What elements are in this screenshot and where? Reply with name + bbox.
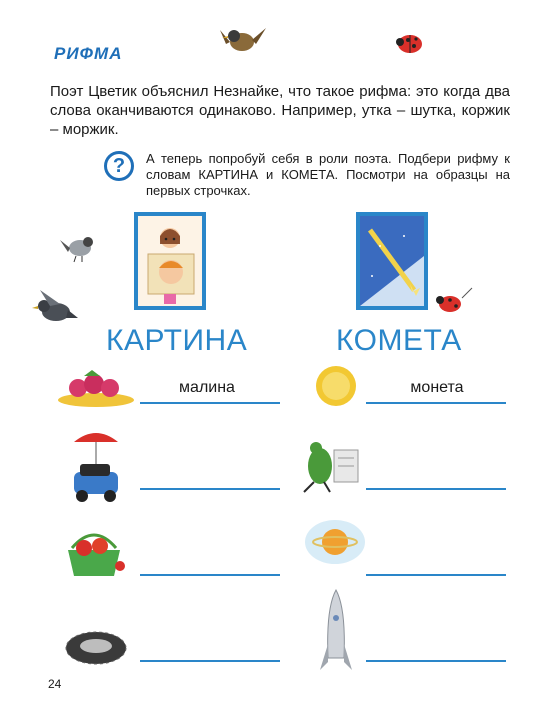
ladybug-with-umbrella-illustration (432, 286, 474, 316)
answer-line (366, 488, 506, 490)
intro-paragraph: Поэт Цветик объяснил Незнайке, что такое рифма: это когда два слова оканчиваются одинаково. Например, утка – шутка, коржик – моржик. (50, 83, 510, 138)
page-number: 24 (48, 677, 62, 691)
answer-line (140, 488, 280, 490)
car-with-umbrella-illustration (68, 428, 124, 504)
gold-coin-illustration (314, 364, 358, 408)
answer-line (366, 402, 506, 404)
answer-line (140, 402, 280, 404)
answer-line (366, 574, 506, 576)
answer-line (366, 660, 506, 662)
page-title: РИФМА (54, 44, 123, 63)
word-kometa: КОМЕТА (336, 324, 462, 357)
answer-example-malina: малина (179, 379, 235, 396)
task-instruction: А теперь попробуй себя в роли поэта. Подбери рифму к словам КАРТИНА и КОМЕТА. Посмотри на образцы на первых строчках. (146, 151, 510, 198)
sparrow-illustration (216, 20, 268, 60)
basket-of-tomatoes-illustration (62, 526, 126, 582)
grasshopper-with-newspaper-illustration (290, 436, 366, 494)
comet-frame (356, 212, 428, 310)
answer-example-moneta: монета (410, 379, 464, 396)
ladybug-illustration (394, 30, 426, 56)
question-mark-icon: ? (104, 151, 134, 181)
tire-illustration (62, 626, 130, 668)
crow-illustration (30, 288, 80, 332)
raspberries-on-plate-illustration (56, 364, 136, 408)
small-bird-illustration (58, 230, 100, 264)
answer-line (140, 660, 280, 662)
planet-illustration (302, 516, 368, 568)
painting-girl-frame (134, 212, 206, 310)
rocket-illustration (318, 588, 354, 684)
comet-illustration (360, 216, 424, 306)
girl-with-portrait-illustration (138, 216, 202, 306)
word-kartina: КАРТИНА (106, 324, 248, 357)
answer-line (140, 574, 280, 576)
